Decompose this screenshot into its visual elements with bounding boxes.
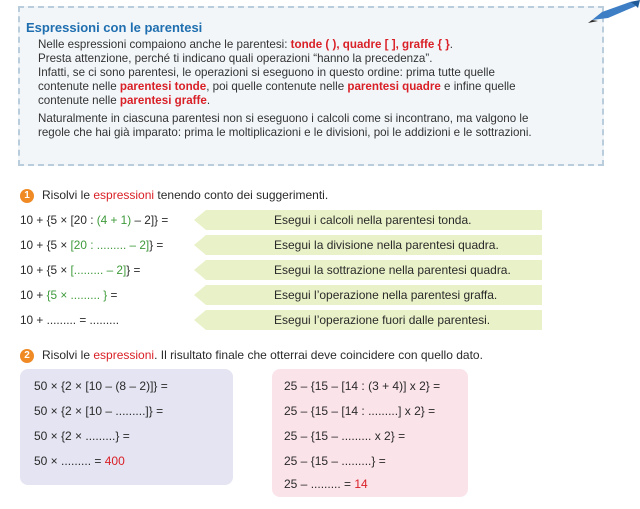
exercise-number-badge: 1 <box>20 189 34 203</box>
expression-row: 10 + ......... = ......... <box>20 313 120 327</box>
info-title: Espressioni con le parentesi <box>26 20 203 35</box>
expression-line: 25 – {15 – .........} = <box>284 454 386 468</box>
info-line-7: regole che hai già imparato: prima le moltiplicazioni e le divisioni, poi le addizioni e le sottrazioni. <box>38 126 532 139</box>
expression-row: 10 + {5 × [20 : ......... – 2]} = <box>20 238 164 252</box>
expression-row: 10 + {5 × ......... } = <box>20 288 118 302</box>
exercise-number-badge: 2 <box>20 349 34 363</box>
info-line-1: Nelle espressioni compaiono anche le parentesi: tonde ( ), quadre [ ], graffe { }. <box>38 38 453 51</box>
expression-row: 10 + {5 × [......... – 2]} = <box>20 263 141 277</box>
info-line-5: contenute nelle parentesi graffe. <box>38 94 211 107</box>
expression-line: 50 × {2 × [10 – .........]} = <box>34 404 164 418</box>
expression-line: 25 – {15 – ......... x 2} = <box>284 429 406 443</box>
expression-line: 50 × {2 × .........} = <box>34 429 130 443</box>
info-line-2: Presta attenzione, perché ti indicano quali operazioni “hanno la precedenza”. <box>38 52 433 65</box>
info-line-4: contenute nelle parentesi tonde, poi quelle contenute nelle parentesi quadre e infine quelle <box>38 80 516 93</box>
info-line-6: Naturalmente in ciascuna parentesi non si eseguono i calcoli come si incontrano, ma valgono le <box>38 112 529 125</box>
expression-line: 25 – {15 – [14 : .........] x 2} = <box>284 404 436 418</box>
hint-label: Esegui la divisione nella parentesi quadra. <box>206 235 542 255</box>
hint-label: Esegui i calcoli nella parentesi tonda. <box>206 210 542 230</box>
hint-label: Esegui l’operazione nella parentesi graffa. <box>206 285 542 305</box>
expression-line: 50 × ......... = 400 <box>34 454 125 468</box>
highlighter-icon <box>586 0 640 24</box>
exercise-1-heading: 1 Risolvi le espressioni tenendo conto dei suggerimenti. <box>20 188 328 203</box>
hint-label: Esegui l’operazione fuori dalle parentesi. <box>206 310 542 330</box>
exercise-2-heading: 2 Risolvi le espressioni. Il risultato finale che otterrai deve coincidere con quello dato. <box>20 348 483 363</box>
expression-line: 50 × {2 × [10 – (8 – 2)]} = <box>34 379 168 393</box>
expression-line: 25 – {15 – [14 : (3 + 4)] x 2} = <box>284 379 441 393</box>
given-result: 400 <box>104 454 125 468</box>
expression-line: 25 – ......... = 14 <box>284 477 368 491</box>
hint-label: Esegui la sottrazione nella parentesi quadra. <box>206 260 542 280</box>
given-result: 14 <box>354 477 368 491</box>
expression-row: 10 + {5 × [20 : (4 + 1) – 2]} = <box>20 213 169 227</box>
info-line-3: Infatti, se ci sono parentesi, le operazioni si eseguono in questo ordine: prima tutte quelle <box>38 66 495 79</box>
